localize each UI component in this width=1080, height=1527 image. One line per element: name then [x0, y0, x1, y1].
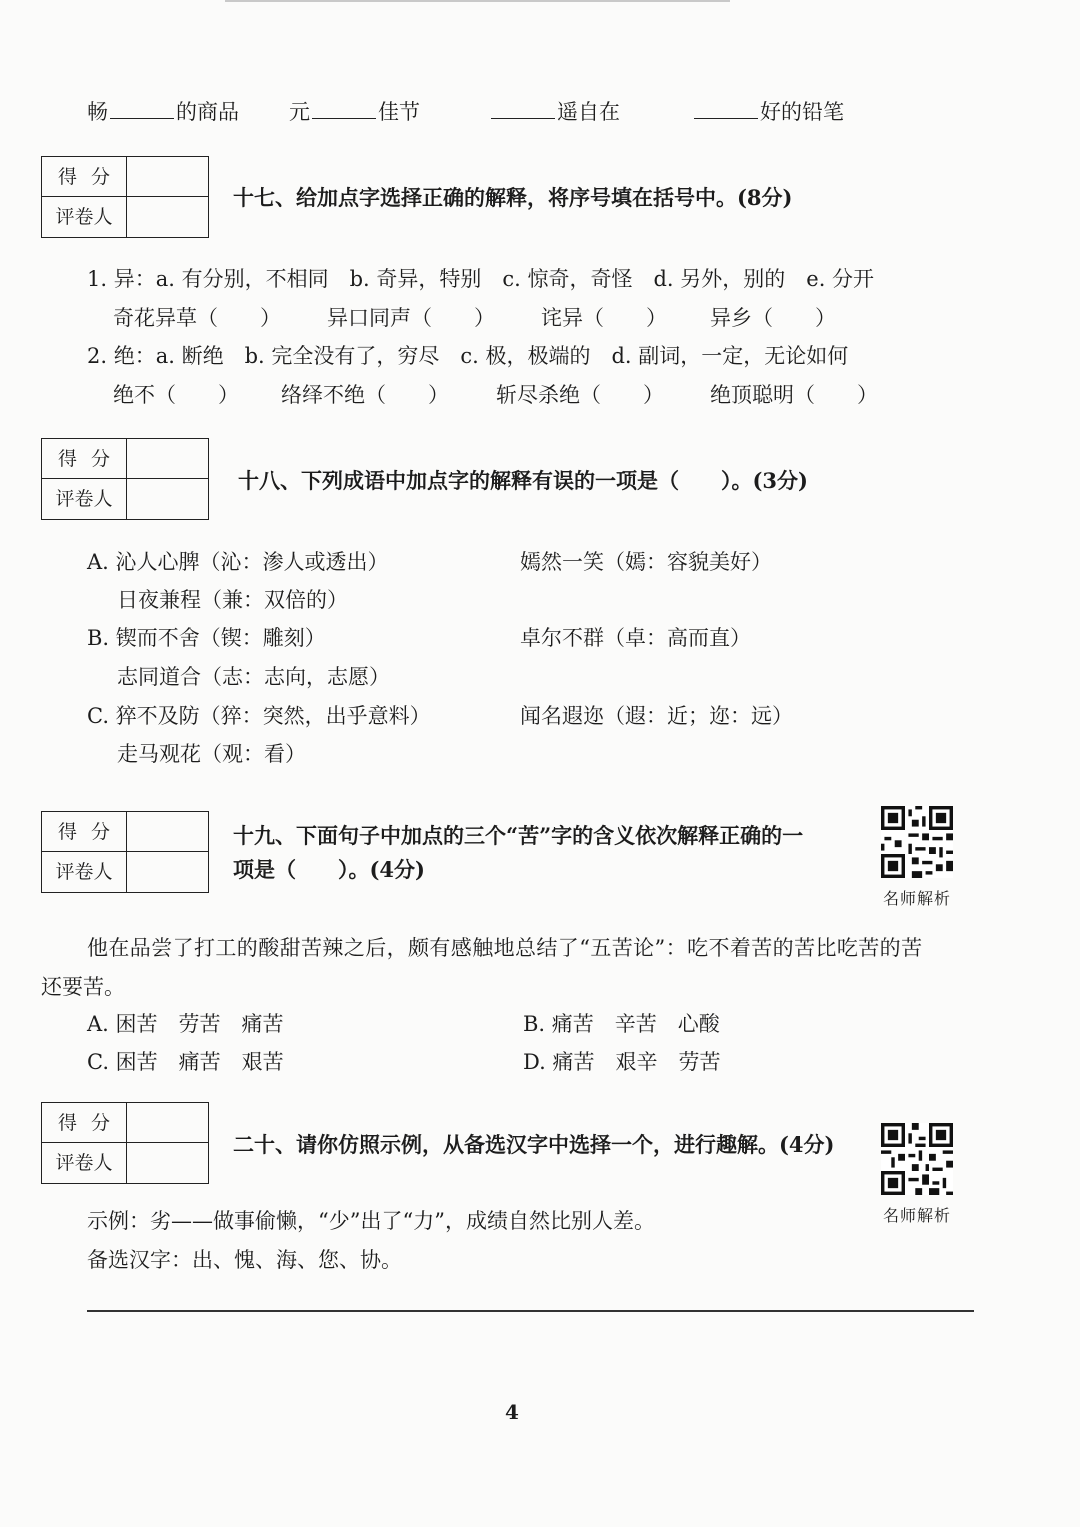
- q20-example: 示例：劣——做事偷懒，“少”出了“力”，成绩自然比别人差。: [87, 1209, 655, 1233]
- q18-option-a1[interactable]: A. 沁人心脾（沁：渗人或透出）: [87, 550, 389, 574]
- qr-caption: 名师解析: [882, 1206, 951, 1225]
- grader-label: 评卷人: [55, 1152, 113, 1174]
- qr-caption: 名师解析: [882, 889, 951, 908]
- fill-item-4: 好的铅笔: [692, 98, 844, 126]
- q18-option-a2[interactable]: 嫣然一笑（嫣：容貌美好）: [520, 550, 772, 574]
- q17-item1-word[interactable]: 诧异（ ）: [541, 306, 667, 330]
- q18-option-a3[interactable]: 日夜兼程（兼：双倍的）: [117, 588, 348, 612]
- answer-blank[interactable]: [694, 100, 758, 119]
- score-label: 得分: [57, 166, 124, 188]
- q17-item2-definitions: 2. 绝：a. 断绝 b. 完全没有了，穷尽 c. 极，极端的 d. 副词，一定，无论如何: [87, 344, 849, 368]
- q18-option-b3[interactable]: 志同道合（志：志向，志愿）: [117, 665, 390, 689]
- q17-item1-word[interactable]: 奇花异草（ ）: [113, 306, 281, 330]
- q18-option-c1[interactable]: C. 猝不及防（猝：突然，出乎意料）: [87, 704, 431, 728]
- answer-blank[interactable]: [491, 100, 555, 119]
- q18-option-c3[interactable]: 走马观花（观：看）: [117, 742, 306, 766]
- score-box: [41, 438, 209, 520]
- q17-item1-word[interactable]: 异乡（ ）: [710, 306, 836, 330]
- answer-blank[interactable]: [110, 100, 174, 119]
- score-box: [41, 1102, 209, 1184]
- q20-title: 二十、请你仿照示例，从备选汉字中选择一个，进行趣解。(4分): [233, 1132, 835, 1157]
- fill-item-1: 畅 的商品: [87, 100, 239, 124]
- score-box: [41, 156, 209, 238]
- q18-option-c2[interactable]: 闻名遐迩（遐：近；迩：远）: [520, 704, 793, 728]
- q20-candidates: 备选汉字：出、愧、海、您、协。: [87, 1248, 402, 1272]
- grader-label: 评卷人: [55, 861, 113, 883]
- score-label: 得分: [57, 448, 124, 470]
- qr-code-icon[interactable]: [881, 1123, 953, 1195]
- qr-code-icon[interactable]: [881, 806, 953, 878]
- q18-option-b2[interactable]: 卓尔不群（卓：高而直）: [520, 626, 751, 650]
- q17-item2-word[interactable]: 斩尽杀绝（ ）: [496, 383, 664, 407]
- score-label: 得分: [57, 821, 124, 843]
- q19-option-a[interactable]: A. 困苦 劳苦 痛苦: [87, 1012, 284, 1036]
- answer-blank[interactable]: [312, 100, 376, 119]
- q17-item2-word[interactable]: 绝顶聪明（ ）: [710, 383, 878, 407]
- q19-title-line1: 十九、下面句子中加点的三个“苦”字的含义依次解释正确的一: [233, 823, 804, 848]
- grader-label: 评卷人: [55, 488, 113, 510]
- fill-item-2: 元 佳节: [289, 100, 420, 124]
- q17-title: 十七、给加点字选择正确的解释，将序号填在括号中。(8分): [233, 185, 793, 210]
- q19-option-b[interactable]: B. 痛苦 辛苦 心酸: [523, 1012, 720, 1036]
- q18-option-b1[interactable]: B. 锲而不舍（锲：雕刻）: [87, 626, 326, 650]
- score-box: [41, 811, 209, 893]
- fill-item-3: 遥自在: [489, 98, 620, 126]
- q19-title-line2: 项是（ ）。(4分): [233, 857, 425, 882]
- q18-title: 十八、下列成语中加点字的解释有误的一项是（ ）。(3分): [238, 468, 808, 493]
- q17-item2-word[interactable]: 绝不（ ）: [113, 383, 239, 407]
- q19-option-c[interactable]: C. 困苦 痛苦 艰苦: [87, 1050, 284, 1074]
- answer-line[interactable]: [87, 1310, 974, 1312]
- score-label: 得分: [57, 1112, 124, 1134]
- q19-passage-line1: 他在品尝了打工的酸甜苦辣之后，颇有感触地总结了“五苦论”：吃不着苦的苦比吃苦的苦: [87, 936, 923, 960]
- q17-item2-word[interactable]: 络绎不绝（ ）: [281, 383, 449, 407]
- page-number: 4: [505, 1400, 519, 1424]
- q17-item1-word[interactable]: 异口同声（ ）: [327, 306, 495, 330]
- q17-item1-definitions: 1. 异：a. 有分别，不相同 b. 奇异，特别 c. 惊奇，奇怪 d. 另外，别的 e. 分开: [87, 267, 875, 291]
- top-edge-line: [225, 0, 730, 2]
- grader-label: 评卷人: [55, 206, 113, 228]
- q19-passage-line2: 还要苦。: [41, 975, 125, 999]
- q19-option-d[interactable]: D. 痛苦 艰辛 劳苦: [523, 1050, 721, 1074]
